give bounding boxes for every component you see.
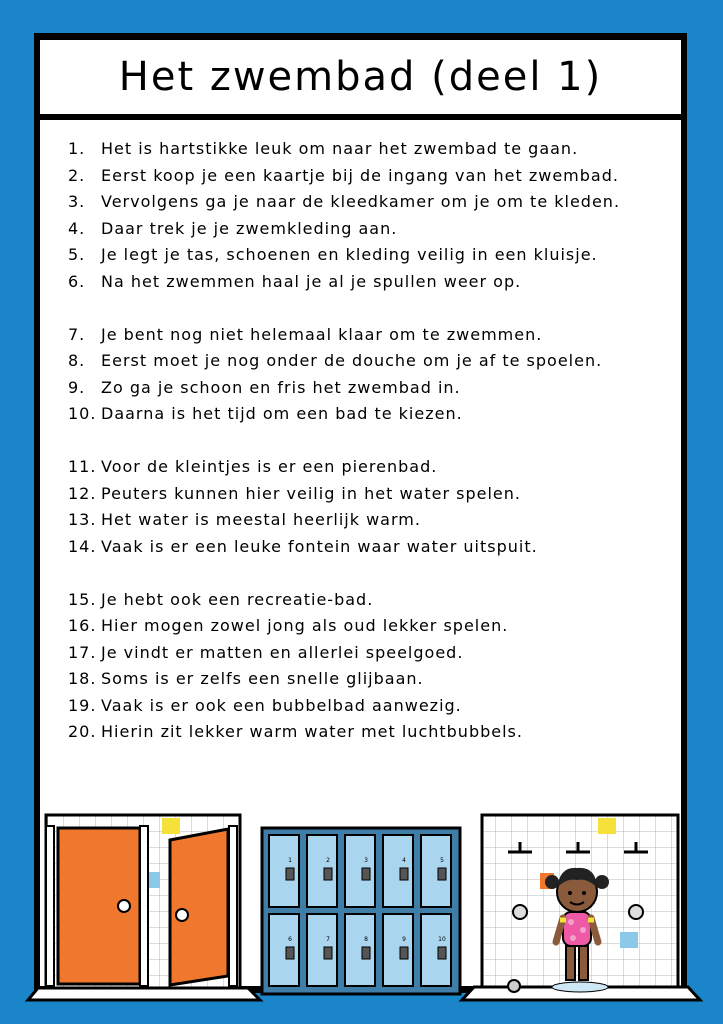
sentence-text: Hier mogen zowel jong als oud lekker spelen. bbox=[101, 616, 509, 635]
sentence-text: Daarna is het tijd om een bad te kiezen. bbox=[101, 404, 463, 423]
locker-number: 8 bbox=[364, 936, 368, 943]
sentence-number: 10. bbox=[68, 404, 97, 423]
sentence-number: 5. bbox=[68, 245, 86, 264]
sentence-number: 8. bbox=[68, 351, 86, 370]
sentence-number: 1. bbox=[68, 139, 86, 158]
locker-number: 7 bbox=[326, 936, 330, 943]
sentence-text: Voor de kleintjes is er een pierenbad. bbox=[101, 457, 438, 476]
sentence-text: Je hebt ook een recreatie-bad. bbox=[101, 589, 374, 609]
sentence-text: Zo ga je schoon en fris het zwembad in. bbox=[101, 377, 461, 397]
sentence-text: Het water is meestal heerlijk warm. bbox=[101, 510, 421, 529]
sentence-number: 3. bbox=[68, 192, 86, 211]
locker-number: 4 bbox=[402, 857, 406, 864]
sentence-text: Het is hartstikke leuk om naar het zwembad te gaan. bbox=[101, 139, 579, 158]
sentence-text: Eerst moet je nog onder de douche om je af te spoelen. bbox=[101, 351, 603, 370]
sentence-text: Soms is er zelfs een snelle glijbaan. bbox=[101, 669, 424, 688]
sentence-number: 15. bbox=[68, 589, 97, 609]
sentence-number: 19. bbox=[68, 695, 97, 715]
page-title: Het zwembad (deel 1) bbox=[118, 54, 603, 100]
sentence-number: 17. bbox=[68, 642, 97, 662]
shower-girl-icon bbox=[462, 815, 700, 1000]
sentence-number: 18. bbox=[68, 669, 97, 688]
sentence-text: Eerst koop je een kaartje bij de ingang van het zwembad. bbox=[101, 165, 619, 185]
sentence-text: Je vindt er matten en allerlei speelgoed. bbox=[101, 642, 464, 662]
sentence-number: 9. bbox=[68, 377, 86, 397]
sentence-number: 4. bbox=[68, 218, 86, 238]
sentence-number: 14. bbox=[68, 536, 97, 556]
sentence-text: Hierin zit lekker warm water met luchtbubbels. bbox=[101, 722, 523, 741]
locker-number: 6 bbox=[288, 936, 292, 943]
locker-number: 1 bbox=[288, 857, 292, 864]
sentence-number: 11. bbox=[68, 457, 97, 476]
sentence-number: 20. bbox=[68, 722, 97, 741]
sentence-number: 6. bbox=[68, 271, 86, 291]
locker-number: 9 bbox=[402, 936, 406, 943]
sentence-text: Peuters kunnen hier veilig in het water spelen. bbox=[101, 483, 521, 503]
sentence-number: 2. bbox=[68, 165, 86, 185]
sentence-number: 12. bbox=[68, 483, 97, 503]
locker-number: 2 bbox=[326, 857, 330, 864]
lockers-icon bbox=[262, 828, 460, 994]
sentence-number: 7. bbox=[68, 324, 86, 344]
changing-cabin-icon bbox=[28, 815, 260, 1000]
sentence-text: Daar trek je je zwemkleding aan. bbox=[101, 218, 398, 238]
sentence-text: Na het zwemmen haal je al je spullen weer op. bbox=[101, 271, 522, 291]
sentence-number: 13. bbox=[68, 510, 97, 529]
sentence-number: 16. bbox=[68, 616, 97, 635]
locker-number: 10 bbox=[438, 936, 446, 943]
locker-number: 3 bbox=[364, 857, 368, 864]
sentence-text: Je bent nog niet helemaal klaar om te zwemmen. bbox=[101, 324, 543, 344]
sentence-text: Vaak is er ook een bubbelbad aanwezig. bbox=[101, 695, 462, 715]
sentence-text: Vervolgens ga je naar de kleedkamer om je om te kleden. bbox=[101, 192, 621, 211]
locker-number: 5 bbox=[440, 857, 444, 864]
sentence-text: Vaak is er een leuke fontein waar water uitspuit. bbox=[101, 536, 538, 556]
sentence-text: Je legt je tas, schoenen en kleding veilig in een kluisje. bbox=[101, 245, 598, 264]
